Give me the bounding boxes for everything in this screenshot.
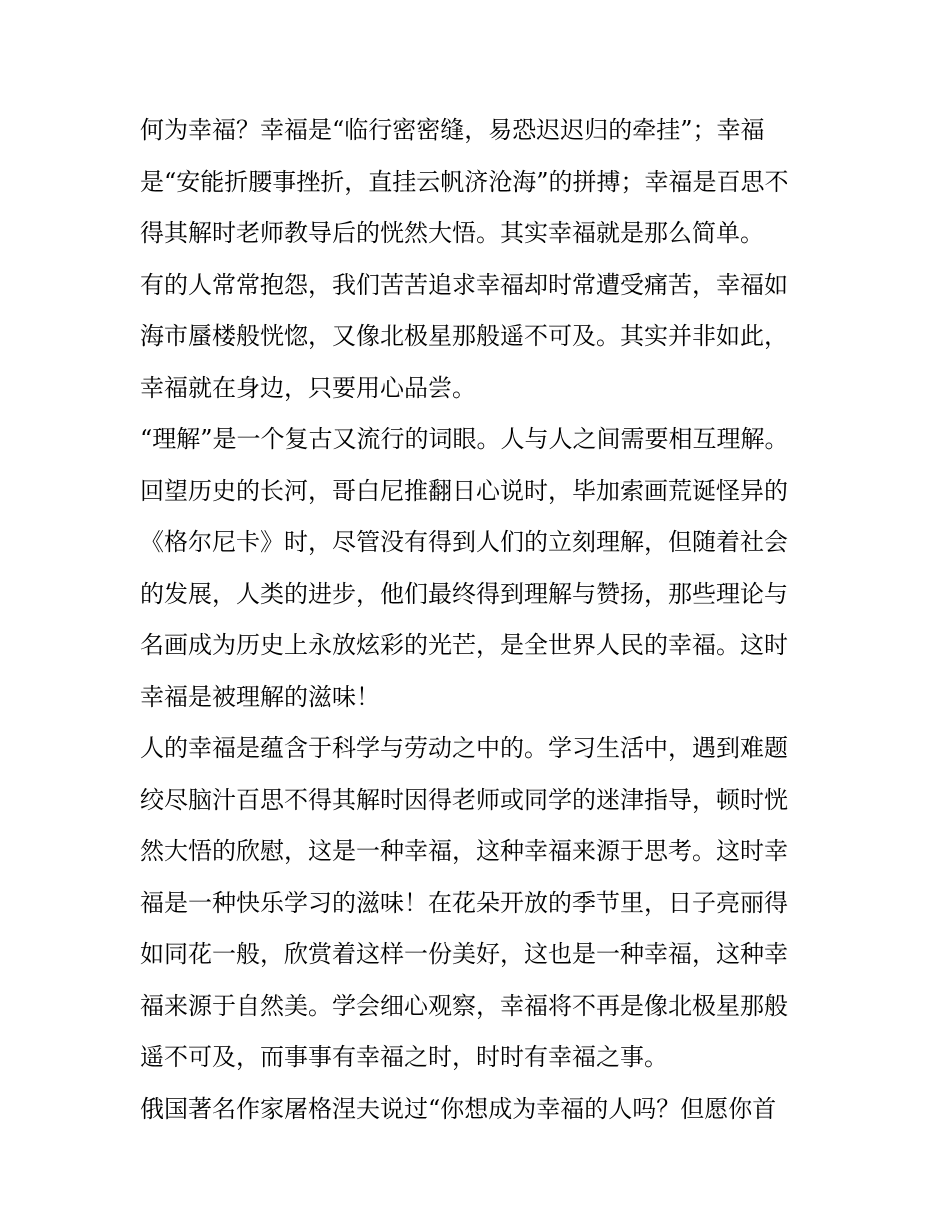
essay-text [140, 105, 820, 1135]
text-line: 的发展，人类的进步，他们最终得到理解与赞扬，那些理论与 [140, 579, 788, 608]
text-line: 人的幸福是蕴含于科学与劳动之中的。学习生活中，遇到难题 [140, 734, 788, 762]
text-line: 福是一种快乐学习的滋味！在花朵开放的季节里，日子亮丽得 [140, 888, 788, 917]
text-line: “理解”是一个复古又流行的词眼。人与人之间需要相互理解。 [140, 425, 789, 453]
text-line: 得其解时老师教导后的恍然大悟。其实幸福就是那么简单。 [140, 219, 764, 247]
text-line: 海市蜃楼般恍惚，又像北极星那般遥不可及。其实并非如此， [140, 322, 788, 350]
text-line: 绞尽脑汁百思不得其解时因得老师或同学的迷津指导，顿时恍 [140, 785, 788, 814]
text-line: 遥不可及，而事事有幸福之时，时时有幸福之事。 [140, 1043, 668, 1071]
text-line: 俄国著名作家屠格涅夫说过“你想成为幸福的人吗？但愿你首 [140, 1094, 777, 1123]
text-line: 《格尔尼卡》时，尽管没有得到人们的立刻理解，但随着社会 [140, 528, 788, 556]
text-line: 有的人常常抱怨，我们苦苦追求幸福却时常遭受痛苦，幸福如 [140, 270, 788, 299]
text-line: 名画成为历史上永放炫彩的光芒，是全世界人民的幸福。这时 [140, 631, 788, 659]
text-line: 福来源于自然美。学会细心观察，幸福将不再是像北极星那般 [140, 991, 788, 1020]
text-line: 如同花一般，欣赏着这样一份美好，这也是一种幸福，这种幸 [140, 940, 788, 968]
text-line: 然大悟的欣慰，这是一种幸福，这种幸福来源于思考。这时幸 [140, 837, 788, 865]
text-line: 幸福是被理解的滋味！ [140, 682, 380, 711]
text-line: 幸福就在身边，只要用心品尝。 [140, 373, 476, 402]
text-line: 何为幸福？幸福是“临行密密缝，易恐迟迟归的牵挂”；幸福 [140, 116, 765, 144]
text-line: 是“安能折腰事挫折，直挂云帆济沧海”的拼搏；幸福是百思不 [140, 167, 789, 196]
text-line: 回望历史的长河，哥白尼推翻日心说时，毕加索画荒诞怪异的 [140, 476, 788, 505]
